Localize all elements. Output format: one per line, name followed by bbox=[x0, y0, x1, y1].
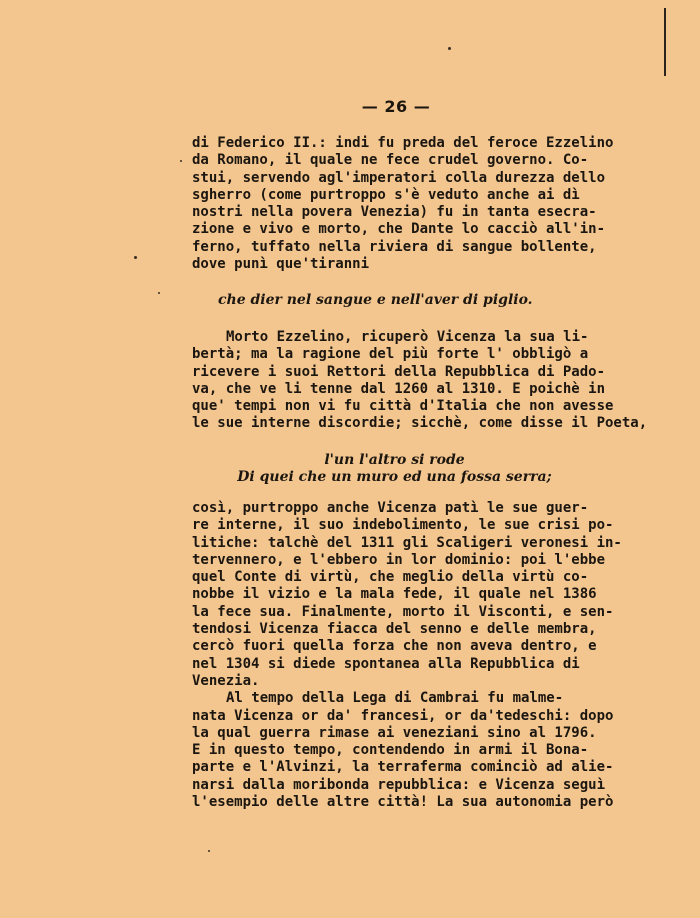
text-line: nata Vicenza or da' francesi, or da'tedeschi: dopo bbox=[192, 707, 614, 724]
text-line: parte e l'Alvinzi, la terraferma cominciò ad alie- bbox=[192, 759, 614, 776]
text-line: Al tempo della Lega di Cambrai fu malme- bbox=[226, 690, 564, 707]
text-line: ricevere i suoi Rettori della Repubblica di Pado- bbox=[192, 363, 606, 380]
paragraph-3-and-4 bbox=[192, 500, 622, 811]
text-line: di Federico II.: indi fu preda del feroce Ezzelino bbox=[192, 135, 614, 151]
text-line: nostri nella povera Venezia) fu in tanta esecra- bbox=[192, 204, 597, 221]
scan-edge-line bbox=[664, 8, 666, 76]
text-line: nel 1304 si diede spontanea alla Repubblica di bbox=[192, 655, 580, 672]
text-line: va, che ve li tenne dal 1260 al 1310. E poichè in bbox=[192, 380, 606, 397]
text-line: cercò fuori quella forza che non aveva dentro, e bbox=[192, 638, 597, 655]
paper-speck bbox=[208, 850, 210, 852]
paper-speck bbox=[134, 256, 137, 259]
paper-speck bbox=[158, 292, 160, 294]
text-line: quel Conte di virtù, che meglio della virtù co- bbox=[192, 569, 589, 586]
paper-speck bbox=[180, 160, 182, 162]
text-line: la qual guerra rimase ai veneziani sino al 1796. bbox=[192, 724, 597, 741]
text-line: Venezia. bbox=[192, 672, 260, 689]
text-line: le sue interne discordie; sicchè, come disse il Poeta, bbox=[192, 415, 648, 432]
text-line: l'esempio delle altre città! La sua autonomia però bbox=[192, 794, 614, 811]
quote-line: Di quei che un muro ed una fossa serra; bbox=[237, 469, 552, 486]
text-line: ferno, tuffato nella riviera di sangue bollente, bbox=[192, 238, 597, 255]
text-line: così, purtroppo anche Vicenza patì le sue guer- bbox=[192, 500, 589, 516]
text-line: re interne, il suo indebolimento, le sue crisi po- bbox=[192, 517, 614, 534]
text-line: zione e vivo e morto, che Dante lo cacciò all'in- bbox=[192, 221, 606, 238]
text-line: tervennero, e l'ebbero in lor dominio: poi l'ebbe bbox=[192, 551, 606, 568]
page-number: — 26 — bbox=[361, 97, 431, 116]
text-line: bertà; ma la ragione del più forte l' obbligò a bbox=[192, 346, 589, 363]
text-line: la fece sua. Finalmente, morto il Visconti, e sen- bbox=[192, 603, 614, 620]
text-line: dove punì que'tiranni bbox=[192, 256, 370, 273]
text-line: nobbe il vizio e la mala fede, il quale nel 1386 bbox=[192, 586, 597, 603]
text-line: E in questo tempo, contendendo in armi il Bona- bbox=[192, 742, 589, 759]
text-line: Morto Ezzelino, ricuperò Vicenza la sua li- bbox=[226, 329, 589, 345]
text-line: tendosi Vicenza fiacca del senno e delle membra, bbox=[192, 621, 597, 638]
text-line: narsi dalla moribonda repubblica: e Vicenza seguì bbox=[192, 776, 606, 793]
paper-speck bbox=[448, 47, 451, 50]
paragraph-1 bbox=[192, 135, 614, 273]
text-line: stui, servendo agl'imperatori colla durezza dello bbox=[192, 169, 606, 186]
quote-line: l'un l'altro si rode bbox=[324, 452, 465, 468]
quote-dante-2 bbox=[192, 452, 597, 487]
text-line: sgherro (come purtroppo s'è veduto anche ai dì bbox=[192, 186, 580, 203]
quote-dante-1: che dier nel sangue e nell'aver di piglio. bbox=[218, 292, 533, 308]
paragraph-2 bbox=[192, 329, 648, 433]
text-line: da Romano, il quale ne fece crudel governo. Co- bbox=[192, 152, 589, 169]
text-line: litiche: talchè del 1311 gli Scaligeri veronesi in- bbox=[192, 534, 622, 551]
text-line: que' tempi non vi fu città d'Italia che non avesse bbox=[192, 398, 614, 415]
